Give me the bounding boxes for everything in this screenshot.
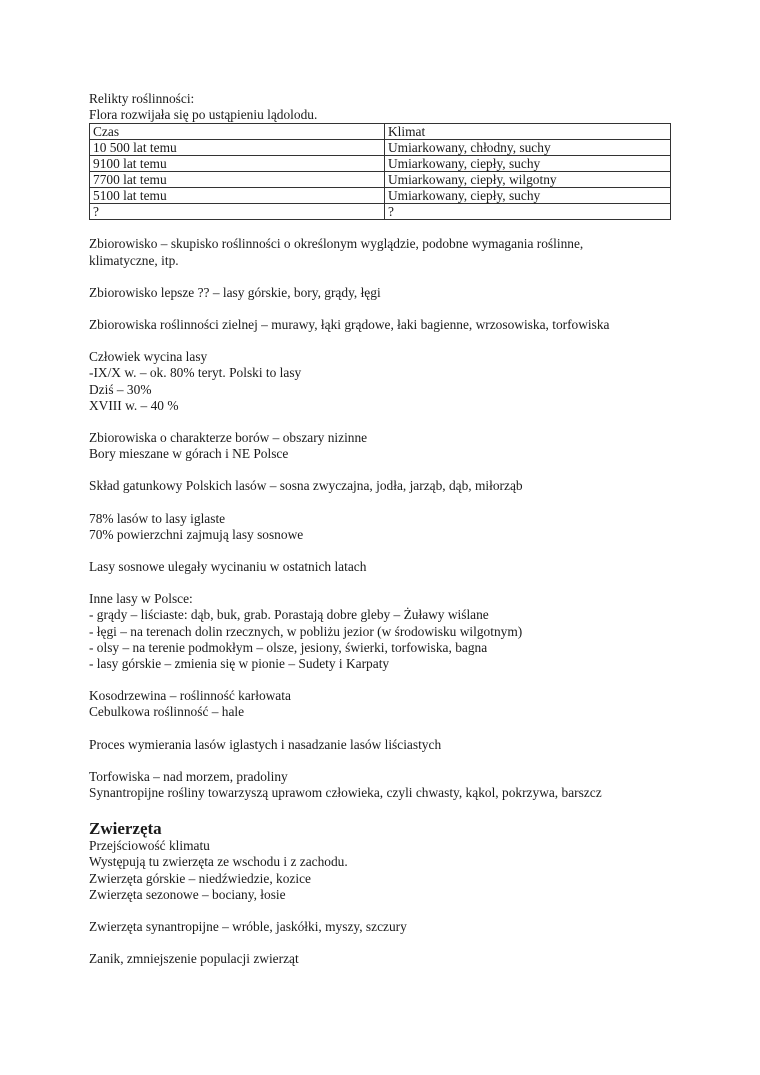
table-row (90, 188, 671, 204)
paragraph-line: Inne lasy w Polsce: (89, 591, 193, 607)
table-row (90, 172, 671, 188)
table-cell: Umiarkowany, ciepły, suchy (385, 156, 671, 172)
table-cell: ? (90, 204, 385, 220)
paragraph-line: Skład gatunkowy Polskich lasów – sosna zwyczajna, jodła, jarząb, dąb, miłorząb (89, 478, 523, 494)
list-item: - grądy – liściaste: dąb, buk, grab. Porastają dobre gleby – Żuławy wiślane (89, 607, 489, 623)
paragraph-line: Zbiorowiska o charakterze borów – obszary nizinne (89, 430, 368, 446)
intro-line-2: Flora rozwijała się po ustąpieniu lądolodu. (89, 107, 318, 123)
document-content (89, 91, 669, 968)
table-cell: 9100 lat temu (90, 156, 385, 172)
paragraph-line: Bory mieszane w górach i NE Polsce (89, 446, 289, 462)
paragraph-line: Proces wymierania lasów iglastych i nasadzanie lasów liściastych (89, 736, 442, 752)
table-cell: 7700 lat temu (90, 172, 385, 188)
paragraph-line: Przejściowość klimatu (89, 838, 210, 854)
table-row (90, 140, 671, 156)
paragraph-line: Zwierzęta sezonowe – bociany, łosie (89, 886, 286, 902)
table-header-cell: Czas (90, 124, 385, 140)
table-cell: 10 500 lat temu (90, 140, 385, 156)
paragraph-line: Torfowiska – nad morzem, pradoliny (89, 768, 288, 784)
paragraph-line: Zwierzęta synantropijne – wróble, jaskółki, myszy, szczury (89, 919, 407, 935)
paragraph-line: Człowiek wycina lasy (89, 349, 208, 365)
table-cell: Umiarkowany, ciepły, suchy (385, 188, 671, 204)
paragraph-line: -IX/X w. – ok. 80% teryt. Polski to lasy (89, 365, 302, 381)
paragraph-line: Występują tu zwierzęta ze wschodu i z zachodu. (89, 854, 348, 870)
paragraph-line: Zbiorowisko – skupisko roślinności o określonym wyglądzie, podobne wymagania roślinne, (89, 236, 584, 252)
paragraph-line: Synantropijne rośliny towarzyszą uprawom człowieka, czyli chwasty, kąkol, pokrzywa, barszcz (89, 785, 602, 801)
list-item: - łęgi – na terenach dolin rzecznych, w pobliżu jezior (w środowisku wilgotnym) (89, 623, 523, 639)
paragraph-line: Zbiorowisko lepsze ?? – lasy górskie, bory, grądy, łęgi (89, 284, 381, 300)
table-row (90, 156, 671, 172)
table-cell: Umiarkowany, ciepły, wilgotny (385, 172, 671, 188)
table-cell: Umiarkowany, chłodny, suchy (385, 140, 671, 156)
paragraph-line: Dziś – 30% (89, 381, 152, 397)
paragraph-line: klimatyczne, itp. (89, 252, 179, 268)
paragraph-line: Zanik, zmniejszenie populacji zwierząt (89, 951, 299, 967)
list-item: - lasy górskie – zmienia się w pionie – Sudety i Karpaty (89, 656, 390, 672)
table-row (90, 204, 671, 220)
list-item: - olsy – na terenie podmokłym – olsze, jesiony, świerki, torfowiska, bagna (89, 639, 488, 655)
table-cell: 5100 lat temu (90, 188, 385, 204)
section-heading-animals: Zwierzęta (89, 819, 162, 839)
table-cell: ? (385, 204, 671, 220)
paragraph-line: Cebulkowa roślinność – hale (89, 704, 245, 720)
paragraph-line: Zbiorowiska roślinności zielnej – murawy, łąki grądowe, łaki bagienne, wrzosowiska, torfowiska (89, 317, 610, 333)
paragraph-line: XVIII w. – 40 % (89, 397, 179, 413)
table-header-cell: Klimat (385, 124, 671, 140)
intro-line-1: Relikty roślinności: (89, 91, 195, 106)
table-header-row (90, 124, 671, 140)
paragraph-line: Kosodrzewina – roślinność karłowata (89, 688, 291, 704)
paragraph-line: Lasy sosnowe ulegały wycinaniu w ostatnich latach (89, 559, 367, 575)
paragraph-line: Zwierzęta górskie – niedźwiedzie, kozice (89, 870, 311, 886)
paragraph-line: 70% powierzchni zajmują lasy sosnowe (89, 526, 304, 542)
relict-table (89, 123, 671, 220)
paragraph-line: 78% lasów to lasy iglaste (89, 510, 226, 526)
